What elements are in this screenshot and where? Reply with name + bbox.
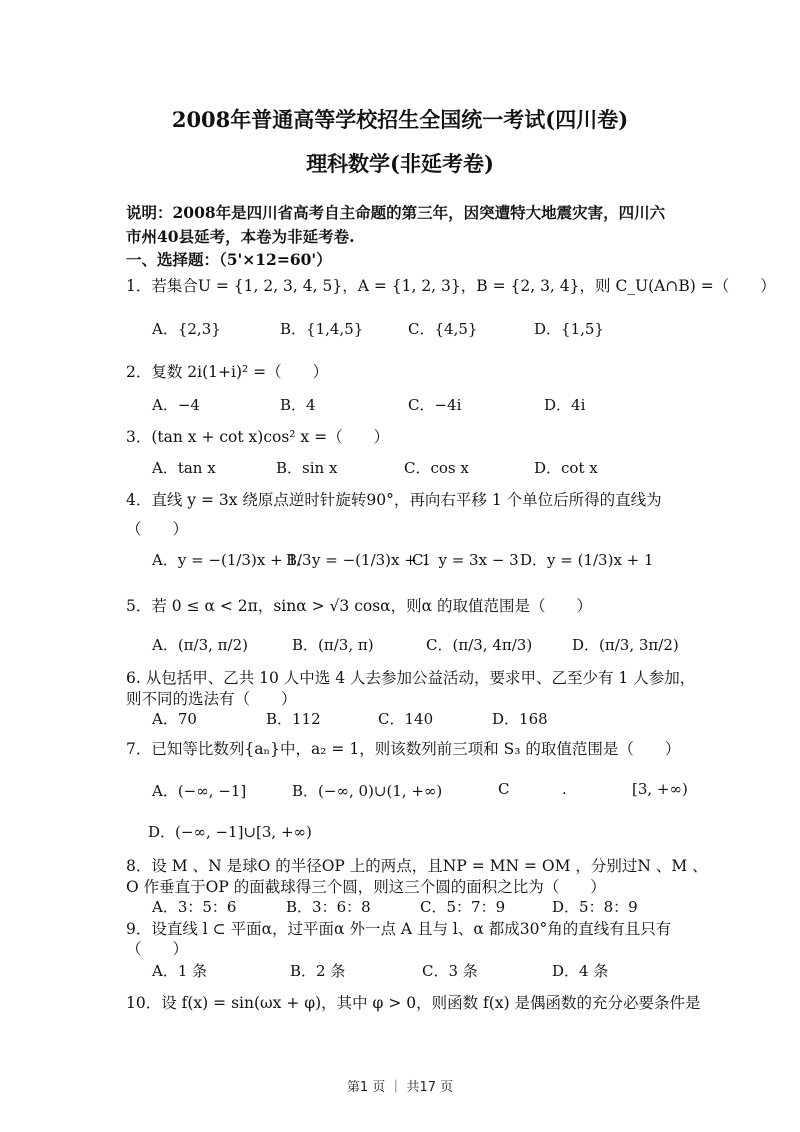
exam-subtitle: 理科数学(非延考卷) [306, 151, 494, 176]
question-10-stem: 10．设 f(x) = sin(ωx + φ)，其中 φ > 0，则函数 f(x) 是偶函数的充分必要条件是 [126, 994, 701, 1012]
question-7-option-b: B．(−∞, 0)∪(1, +∞) [292, 782, 443, 800]
question-9-option-b: B．2 条 [290, 962, 346, 980]
question-2-option-c: C．−4i [408, 396, 462, 414]
question-2-option-b: B．4 [280, 396, 316, 414]
page-footer: 第1 页 ｜ 共17 页 [346, 1080, 454, 1095]
question-4-stem-cont: （ ） [126, 520, 189, 538]
question-8-option-a: A．3：5：6 [152, 898, 237, 916]
question-5-option-d: D．(π/3, 3π/2) [572, 636, 679, 654]
question-5-option-a: A．(π/3, π/2) [152, 636, 248, 654]
question-1-option-b: B．{1,4,5} [280, 320, 364, 338]
question-1-stem: 1．若集合U = {1, 2, 3, 4, 5}，A = {1, 2, 3}，B = {2, 3, 4}，则 C_U(A∩B) =（ ） [126, 277, 776, 295]
question-9-option-d: D．4 条 [552, 962, 609, 980]
question-7-option-c-dot: . [562, 780, 567, 798]
note-line-2: 市州40县延考，本卷为非延考卷. [126, 227, 355, 246]
question-2-option-a: A．−4 [152, 396, 200, 414]
question-7-option-d: D．(−∞, −1]∪[3, +∞) [148, 823, 312, 841]
section-heading: 一、选择题：（5'×12=60'） [126, 250, 332, 269]
question-9-stem-cont: （ ） [126, 940, 189, 958]
question-5-option-b: B．(π/3, π) [292, 636, 374, 654]
question-3-option-a: A．tan x [152, 459, 216, 477]
question-9-option-a: A．1 条 [152, 962, 208, 980]
question-2-stem: 2．复数 2i(1+i)² =（ ） [126, 363, 329, 381]
question-4-option-b: B．y = −(1/3)x + 1 [286, 551, 432, 569]
exam-title: 2008年普通高等学校招生全国统一考试(四川卷) [171, 107, 629, 132]
question-6-option-a: A．70 [152, 710, 197, 728]
question-3-stem: 3．(tan x + cot x)cos² x =（ ） [126, 428, 390, 446]
question-9-option-c: C．3 条 [422, 962, 478, 980]
question-6-option-b: B．112 [266, 710, 321, 728]
question-5-stem: 5．若 0 ≤ α < 2π，sinα > √3 cosα，则α 的取值范围是（ ） [126, 597, 593, 615]
question-6-stem: 6. 从包括甲、乙共 10 人中选 4 人去参加公益活动，要求甲、乙至少有 1 人参加， [126, 669, 696, 687]
question-5-option-c: C．(π/3, 4π/3) [426, 636, 533, 654]
question-8-option-b: B．3：6：8 [286, 898, 371, 916]
question-1-option-a: A．{2,3} [152, 320, 221, 338]
question-4-stem: 4．直线 y = 3x 绕原点逆时针旋转90°，再向右平移 1 个单位后所得的直线为 [126, 491, 662, 509]
question-3-option-d: D．cot x [534, 459, 598, 477]
question-7-option-c: C [498, 780, 510, 798]
question-9-stem: 9．设直线 l ⊂ 平面α，过平面α 外一点 A 且与 l、α 都成30°角的直线有且只有 [126, 920, 672, 938]
question-6-option-d: D．168 [492, 710, 548, 728]
question-1-option-d: D．{1,5} [534, 320, 604, 338]
question-4-option-a: A．y = −(1/3)x + 1/3 [152, 551, 312, 569]
question-7-option-c-value: [3, +∞) [632, 780, 688, 798]
question-3-option-b: B．sin x [276, 459, 338, 477]
question-8-option-c: C．5：7：9 [420, 898, 506, 916]
question-2-option-d: D．4i [544, 396, 586, 414]
question-8-stem: 8．设 M 、N 是球O 的半径OP 上的两点，且NP = MN = OM ，分别过N 、M 、 [126, 857, 708, 875]
question-8-option-d: D．5：8：9 [552, 898, 638, 916]
question-3-option-c: C．cos x [404, 459, 469, 477]
question-4-option-c: C．y = 3x − 3 [412, 551, 519, 569]
question-7-stem: 7．已知等比数列{aₙ}中，a₂ = 1，则该数列前三项和 S₃ 的取值范围是（ ） [126, 740, 681, 758]
question-6-stem-cont: 则不同的选法有（ ） [126, 690, 297, 708]
question-6-option-c: C．140 [378, 710, 434, 728]
question-7-option-a: A．(−∞, −1] [152, 782, 247, 800]
note-line-1: 说明：2008年是四川省高考自主命题的第三年，因突遭特大地震灾害，四川六 [126, 203, 666, 222]
question-8-stem-cont: O 作垂直于OP 的面截球得三个圆，则这三个圆的面积之比为（ ） [126, 878, 606, 896]
question-4-option-d: D．y = (1/3)x + 1 [520, 551, 654, 569]
question-1-option-c: C．{4,5} [408, 320, 478, 338]
